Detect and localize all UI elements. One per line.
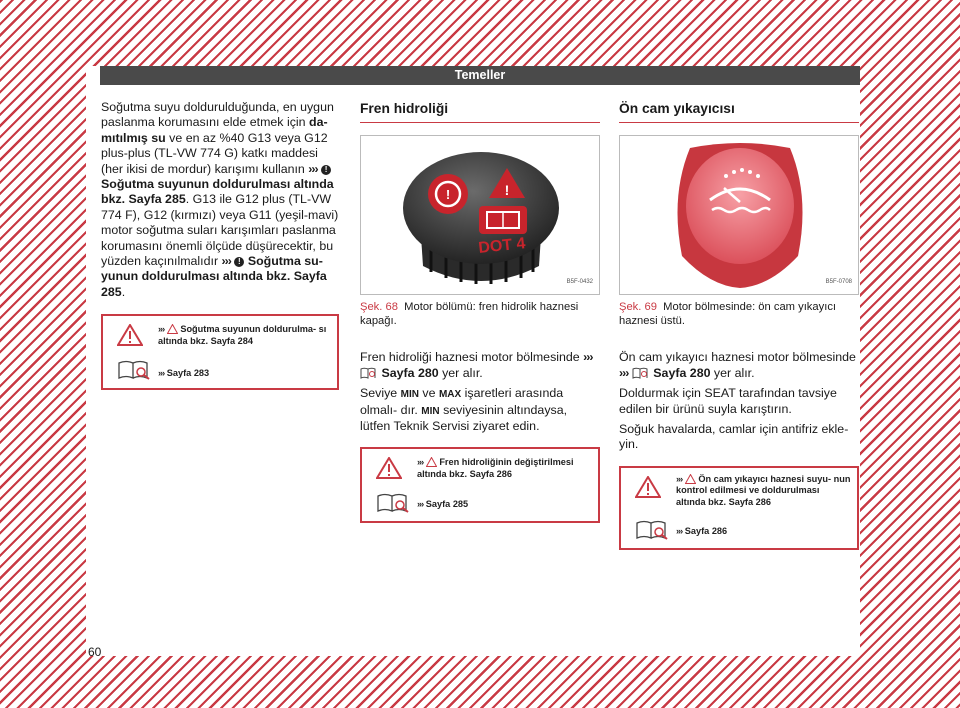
chevron-icon: ››› xyxy=(308,161,318,176)
washer-warning-ref[interactable]: ››› Ön cam yıkayıcı haznesi suyu- nun kontrol edilmesi ve doldurulması altında bkz. Sayfa 286 xyxy=(676,473,851,507)
column-washer xyxy=(619,100,859,550)
coolant-warning-ref[interactable]: ››› Soğutma suyunun doldurulma- sı altında bkz. Sayfa 284 xyxy=(158,324,327,346)
coolant-paragraph: Soğutma suyu doldurulduğunda, en uygun paslanma korumasını elde etmek için da- mıtılmış su ve en az %40 G13 veya G12 plus-plus (TL-VW 774 G) katkı maddesi (her ikisi de mordur) karışımı kullanın ››› ! Soğutma suyunun doldurulması altında bkz. Sayfa 285. G13 ile G12 plus (TL-VW 774 F), G12 (kırmızı) veya G11 (yeşil-mavi) motor soğutma suları karışımları paslanma korumasını önemli ölçüde düşürecektir, bu yüzden kaçınılmalıdır ››› ! Soğutma su- yunun doldurulması altında bkz. Sayfa 285. xyxy=(101,100,339,299)
coolant-note-box xyxy=(101,314,339,390)
warning-small-icon xyxy=(426,457,437,467)
brake-page-link[interactable]: Sayfa 280 xyxy=(381,365,439,380)
column-coolant xyxy=(101,100,339,390)
figure-code: B5F-0432 xyxy=(566,279,593,285)
chapter-header: Temeller xyxy=(100,66,860,85)
warning-triangle-icon xyxy=(635,476,661,498)
brake-figure-caption: Şek. 68 Motor bölümü: fren hidrolik haznesi kapağı. xyxy=(360,301,579,327)
washer-fill-paragraph: Doldurmak için SEAT tarafından tavsiye edilen bir ürünü suyla karıştırın. xyxy=(619,386,837,416)
warning-triangle-icon xyxy=(117,324,143,346)
brake-note-box xyxy=(360,447,600,523)
brake-figure xyxy=(360,135,600,295)
coolant-page-ref[interactable]: ››› Sayfa 283 xyxy=(158,368,210,379)
warning-small-icon xyxy=(167,324,178,334)
column-brake-fluid xyxy=(360,100,600,523)
chevron-icon: ››› xyxy=(221,254,231,269)
coolant-link-1[interactable]: Soğutma suyunun doldurulması altında bkz. Sayfa 285 xyxy=(101,177,334,207)
brake-warning-ref[interactable]: ››› Fren hidroliğinin değiştirilmesi altında bkz. Sayfa 286 xyxy=(417,457,574,479)
svg-text:!: ! xyxy=(445,187,451,203)
dot4-label: DOT 4 xyxy=(477,235,527,258)
brake-location-paragraph: Fren hidroliği haznesi motor bölmesinde ››› Sayfa 280 yer alır. xyxy=(360,350,593,380)
warning-small-icon xyxy=(685,474,696,484)
washer-page-ref[interactable]: ››› Sayfa 286 xyxy=(676,525,728,536)
exclamation-icon: ! xyxy=(234,257,244,267)
washer-section-title: Ön cam yıkayıcısı xyxy=(619,101,859,123)
brake-cap-illustration xyxy=(361,136,600,294)
brake-page-ref[interactable]: ››› Sayfa 285 xyxy=(417,499,469,510)
coolant-link-2[interactable]: Soğutma su- yunun doldurulması altında bkz. Sayfa 285 xyxy=(101,254,327,299)
figure-code: B5F-0708 xyxy=(825,279,852,285)
manual-book-icon xyxy=(117,360,151,380)
warning-triangle-icon xyxy=(376,457,402,479)
washer-location-paragraph: Ön cam yıkayıcı haznesi motor bölmesinde ››› Sayfa 280 yer alır. xyxy=(619,350,856,380)
manual-book-icon xyxy=(376,493,410,513)
washer-figure-caption: Şek. 69 Motor bölmesinde: ön cam yıkayıcı haznesi üstü. xyxy=(619,301,837,327)
washer-cap-illustration xyxy=(620,136,859,294)
manual-book-icon xyxy=(635,520,669,540)
manual-small-icon xyxy=(360,367,378,379)
washer-page-link[interactable]: Sayfa 280 xyxy=(653,365,711,380)
page-number: 60 xyxy=(88,645,102,659)
manual-small-icon xyxy=(632,367,650,379)
washer-figure xyxy=(619,135,859,295)
washer-antifreeze-paragraph: Soğuk havalarda, camlar için antifriz ekle- yin. xyxy=(619,422,849,452)
washer-note-box xyxy=(619,466,859,550)
brake-level-paragraph: Seviye MIN ve MAX işaretleri arasında olmalı- dır. MIN seviyesinin altındaysa, lütfen Teknik Servisi ziyaret edin. xyxy=(360,386,568,434)
exclamation-icon: ! xyxy=(321,165,331,175)
svg-text:!: ! xyxy=(504,182,510,199)
brake-section-title: Fren hidroliği xyxy=(360,101,600,123)
